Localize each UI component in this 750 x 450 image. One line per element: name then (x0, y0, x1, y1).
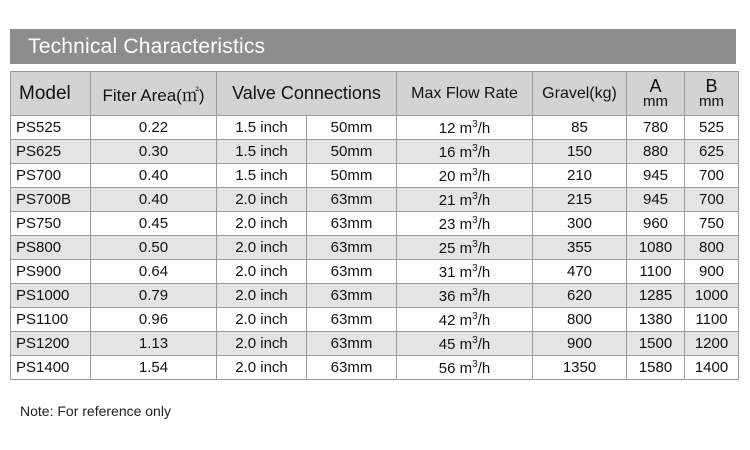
cell-b: 625 (685, 140, 739, 164)
cell-b: 750 (685, 212, 739, 236)
cell-valve-mm: 50mm (307, 116, 397, 140)
header-b-unit: mm (699, 92, 725, 110)
cell-valve-inch: 2.0 inch (217, 260, 307, 284)
cell-gravel: 800 (533, 308, 627, 332)
cell-valve-mm: 50mm (307, 164, 397, 188)
flow-unit-exponent: 3 (472, 238, 478, 250)
cell-b: 700 (685, 164, 739, 188)
cell-model: PS1100 (11, 308, 91, 332)
header-valve-connections: Valve Connections (217, 72, 397, 116)
cell-valve-inch: 2.0 inch (217, 356, 307, 380)
reference-note: Note: For reference only (20, 403, 171, 419)
cell-valve-inch: 2.0 inch (217, 188, 307, 212)
cell-gravel: 355 (533, 236, 627, 260)
cell-filter-area: 0.64 (91, 260, 217, 284)
flow-unit-suffix: /h (477, 191, 491, 209)
header-a-label: A (649, 75, 662, 96)
cell-valve-inch: 1.5 inch (217, 140, 307, 164)
flow-unit-prefix: m (459, 287, 473, 305)
flow-unit-suffix: /h (477, 287, 491, 305)
cell-valve-inch: 2.0 inch (217, 212, 307, 236)
header-gravel: Gravel(kg) (533, 72, 627, 116)
flow-unit-suffix: /h (477, 239, 491, 257)
cell-gravel: 150 (533, 140, 627, 164)
cell-model: PS525 (11, 116, 91, 140)
cell-max-flow-rate (397, 140, 533, 164)
table-row (11, 188, 739, 212)
cell-a: 1285 (627, 284, 685, 308)
flow-unit-prefix: m (459, 143, 473, 161)
header-b (685, 72, 739, 116)
cell-gravel: 215 (533, 188, 627, 212)
cell-filter-area: 0.40 (91, 164, 217, 188)
cell-valve-mm: 50mm (307, 140, 397, 164)
cell-valve-mm: 63mm (307, 188, 397, 212)
page-title: Technical Characteristics (10, 29, 736, 64)
cell-a: 1380 (627, 308, 685, 332)
flow-unit-suffix: /h (477, 143, 491, 161)
cell-b: 1200 (685, 332, 739, 356)
cell-b: 700 (685, 188, 739, 212)
cell-max-flow-rate (397, 308, 533, 332)
cell-a: 1100 (627, 260, 685, 284)
specs-table (10, 71, 739, 380)
cell-valve-inch: 2.0 inch (217, 308, 307, 332)
header-a (627, 72, 685, 116)
flow-unit-suffix: /h (477, 167, 491, 185)
flow-value: 25 (438, 239, 456, 257)
cell-filter-area: 0.30 (91, 140, 217, 164)
table-row (11, 236, 739, 260)
cell-gravel: 1350 (533, 356, 627, 380)
flow-value: 12 (438, 119, 456, 137)
table-row (11, 164, 739, 188)
cell-filter-area: 0.22 (91, 116, 217, 140)
cell-gravel: 85 (533, 116, 627, 140)
flow-value: 42 (438, 311, 456, 329)
table-row (11, 260, 739, 284)
cell-b: 1100 (685, 308, 739, 332)
flow-unit-prefix: m (459, 263, 473, 281)
table-row (11, 308, 739, 332)
table-body (11, 116, 739, 380)
cell-max-flow-rate (397, 212, 533, 236)
flow-unit-exponent: 3 (472, 166, 478, 178)
flow-value: 31 (438, 263, 456, 281)
cell-a: 1080 (627, 236, 685, 260)
cell-model: PS1000 (11, 284, 91, 308)
flow-unit-suffix: /h (477, 311, 491, 329)
cell-a: 1500 (627, 332, 685, 356)
flow-unit-prefix: m (459, 215, 473, 233)
flow-value: 20 (438, 167, 456, 185)
table-header-row (11, 72, 739, 116)
cell-a: 880 (627, 140, 685, 164)
flow-unit-prefix: m (459, 335, 473, 353)
flow-unit-suffix: /h (477, 335, 491, 353)
cell-b: 1400 (685, 356, 739, 380)
flow-unit-exponent: 3 (472, 358, 478, 370)
flow-value: 36 (438, 287, 456, 305)
cell-max-flow-rate (397, 188, 533, 212)
cell-valve-mm: 63mm (307, 236, 397, 260)
table-row (11, 140, 739, 164)
cell-model: PS700 (11, 164, 91, 188)
cell-model: PS900 (11, 260, 91, 284)
cell-valve-inch: 2.0 inch (217, 236, 307, 260)
flow-unit-prefix: m (459, 359, 473, 377)
cell-max-flow-rate (397, 236, 533, 260)
cell-b: 1000 (685, 284, 739, 308)
flow-unit-exponent: 3 (472, 142, 478, 154)
cell-filter-area: 1.13 (91, 332, 217, 356)
flow-value: 45 (438, 335, 456, 353)
cell-model: PS1400 (11, 356, 91, 380)
cell-valve-inch: 1.5 inch (217, 116, 307, 140)
cell-valve-mm: 63mm (307, 284, 397, 308)
cell-max-flow-rate (397, 284, 533, 308)
cell-max-flow-rate (397, 356, 533, 380)
flow-unit-exponent: 3 (472, 286, 478, 298)
cell-filter-area: 0.40 (91, 188, 217, 212)
cell-gravel: 210 (533, 164, 627, 188)
cell-b: 800 (685, 236, 739, 260)
flow-unit-prefix: m (459, 119, 473, 137)
cell-valve-mm: 63mm (307, 308, 397, 332)
cell-valve-inch: 2.0 inch (217, 332, 307, 356)
cell-valve-mm: 63mm (307, 332, 397, 356)
flow-value: 21 (438, 191, 456, 209)
flow-unit-suffix: /h (477, 119, 491, 137)
flow-unit-exponent: 3 (472, 214, 478, 226)
table-row (11, 212, 739, 236)
cell-gravel: 470 (533, 260, 627, 284)
cell-valve-mm: 63mm (307, 356, 397, 380)
cell-gravel: 300 (533, 212, 627, 236)
cell-a: 945 (627, 164, 685, 188)
flow-unit-prefix: m (459, 191, 473, 209)
cell-max-flow-rate (397, 260, 533, 284)
flow-unit-suffix: /h (477, 263, 491, 281)
cell-a: 945 (627, 188, 685, 212)
cell-gravel: 620 (533, 284, 627, 308)
header-a-unit: mm (643, 92, 669, 110)
cell-a: 960 (627, 212, 685, 236)
cell-valve-inch: 2.0 inch (217, 284, 307, 308)
cell-filter-area: 0.96 (91, 308, 217, 332)
flow-unit-suffix: /h (477, 215, 491, 233)
flow-value: 56 (438, 359, 456, 377)
table-row (11, 116, 739, 140)
flow-unit-prefix: m (459, 239, 473, 257)
cell-max-flow-rate (397, 164, 533, 188)
flow-unit-suffix: /h (477, 359, 491, 377)
header-max-flow-rate: Max Flow Rate (397, 72, 533, 116)
cell-valve-mm: 63mm (307, 260, 397, 284)
header-model: Model (11, 72, 91, 116)
cell-max-flow-rate (397, 332, 533, 356)
header-b-label: B (705, 75, 718, 96)
cell-filter-area: 0.50 (91, 236, 217, 260)
cell-filter-area: 1.54 (91, 356, 217, 380)
flow-unit-exponent: 3 (472, 190, 478, 202)
flow-unit-exponent: 3 (472, 334, 478, 346)
table-row (11, 284, 739, 308)
header-filter-area: Fiter Area(㎡) (91, 72, 217, 116)
cell-valve-mm: 63mm (307, 212, 397, 236)
cell-filter-area: 0.79 (91, 284, 217, 308)
cell-model: PS800 (11, 236, 91, 260)
flow-value: 16 (438, 143, 456, 161)
cell-model: PS700B (11, 188, 91, 212)
cell-a: 780 (627, 116, 685, 140)
cell-model: PS750 (11, 212, 91, 236)
flow-unit-prefix: m (459, 167, 473, 185)
cell-gravel: 900 (533, 332, 627, 356)
cell-max-flow-rate (397, 116, 533, 140)
cell-model: PS1200 (11, 332, 91, 356)
flow-value: 23 (438, 215, 456, 233)
cell-b: 525 (685, 116, 739, 140)
flow-unit-exponent: 3 (472, 262, 478, 274)
cell-filter-area: 0.45 (91, 212, 217, 236)
cell-valve-inch: 1.5 inch (217, 164, 307, 188)
table-row (11, 356, 739, 380)
cell-b: 900 (685, 260, 739, 284)
flow-unit-exponent: 3 (472, 310, 478, 322)
table-row (11, 332, 739, 356)
cell-a: 1580 (627, 356, 685, 380)
flow-unit-prefix: m (459, 311, 473, 329)
flow-unit-exponent: 3 (472, 118, 478, 130)
cell-model: PS625 (11, 140, 91, 164)
